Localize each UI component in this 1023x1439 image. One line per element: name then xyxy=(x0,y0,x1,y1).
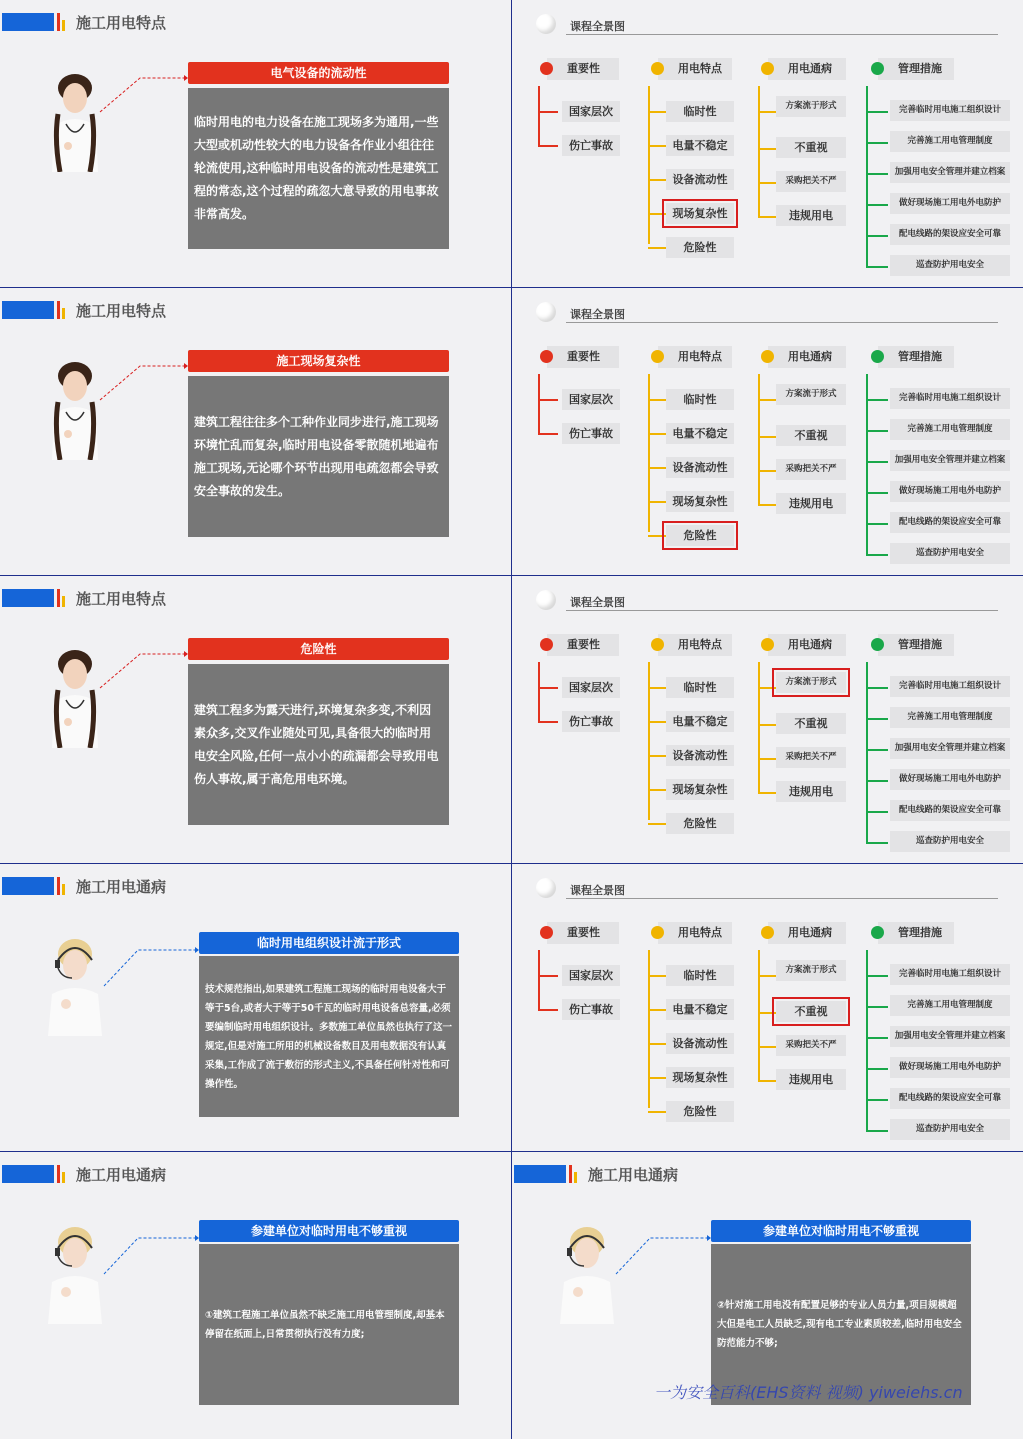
topic-title: 参建单位对临时用电不够重视 xyxy=(711,1220,971,1242)
tree-branch xyxy=(648,145,668,147)
slide-header: 施工用电特点 xyxy=(76,14,167,32)
tree-branch xyxy=(758,216,778,218)
map-item[interactable]: 危险性 xyxy=(666,813,734,834)
slide-tongbing-zhongshi-1[interactable] xyxy=(0,1152,511,1439)
map-item[interactable]: 现场复杂性 xyxy=(666,779,734,800)
map-item[interactable]: 采购把关不严 xyxy=(776,171,846,192)
watermark-text: 一为安全百科(EHS资料 视频) yiweiehs.cn xyxy=(654,1383,963,1402)
heading-measures[interactable]: 管理措施 xyxy=(878,58,954,80)
map-item[interactable]: 完善临时用电施工组织设计 xyxy=(890,676,1010,697)
slide-header: 施工用电通病 xyxy=(76,1166,167,1184)
tree-branch xyxy=(648,501,668,503)
tree-branch xyxy=(866,780,888,782)
tree-trunk xyxy=(538,374,540,434)
map-item[interactable]: 采购把关不严 xyxy=(776,459,846,480)
tree-branch xyxy=(866,975,888,977)
map-item[interactable]: 不重视 xyxy=(776,713,846,734)
tree-branch xyxy=(758,436,778,438)
slide-header: 施工用电通病 xyxy=(588,1166,679,1184)
map-item[interactable]: 临时性 xyxy=(666,101,734,122)
map-item[interactable]: 方案流于形式 xyxy=(776,384,846,405)
tree-branch xyxy=(758,1012,778,1014)
tree-trunk xyxy=(648,86,650,244)
tree-branch xyxy=(648,721,668,723)
heading-features[interactable]: 用电特点 xyxy=(658,922,732,944)
title-underline xyxy=(566,898,998,899)
tree-branch xyxy=(648,823,668,825)
tree-branch xyxy=(648,687,668,689)
tree-branch xyxy=(866,142,888,144)
tree-branch xyxy=(866,842,888,844)
header-accent xyxy=(57,877,60,895)
tree-branch xyxy=(866,687,888,689)
tree-branch xyxy=(538,687,558,689)
map-item[interactable]: 配电线路的架设应安全可靠 xyxy=(890,1088,1010,1109)
map-item[interactable]: 违规用电 xyxy=(776,493,846,514)
tree-branch xyxy=(866,430,888,432)
tree-trunk xyxy=(648,662,650,820)
yellow-dot-icon xyxy=(761,62,774,75)
header-accent xyxy=(62,308,65,319)
map-title: 课程全景图 xyxy=(570,884,625,897)
heading-measures[interactable]: 管理措施 xyxy=(878,634,954,656)
tree-branch xyxy=(758,975,778,977)
call-center-agent-image xyxy=(46,1226,104,1324)
map-item[interactable]: 伤亡事故 xyxy=(562,999,620,1020)
map-item[interactable]: 电量不稳定 xyxy=(666,423,734,444)
tree-branch xyxy=(866,266,888,268)
tree-branch xyxy=(648,247,668,249)
tree-trunk xyxy=(538,662,540,722)
green-dot-icon xyxy=(871,62,884,75)
heading-problems[interactable]: 用电通病 xyxy=(768,634,846,656)
course-map-panel[interactable] xyxy=(512,288,1023,575)
tree-branch xyxy=(538,1009,558,1011)
map-item[interactable]: 违规用电 xyxy=(776,1069,846,1090)
yellow-dot-icon xyxy=(651,926,664,939)
map-item[interactable]: 国家层次 xyxy=(562,101,620,122)
map-item[interactable]: 临时性 xyxy=(666,677,734,698)
map-item[interactable]: 采购把关不严 xyxy=(776,747,846,768)
topic-title: 施工现场复杂性 xyxy=(188,350,449,372)
tree-branch xyxy=(648,179,668,181)
yellow-dot-icon xyxy=(761,926,774,939)
heading-importance[interactable]: 重要性 xyxy=(547,58,619,80)
slide-header: 施工用电通病 xyxy=(76,878,167,896)
heading-measures[interactable]: 管理措施 xyxy=(878,346,954,368)
tree-trunk xyxy=(648,374,650,532)
map-item[interactable]: 违规用电 xyxy=(776,781,846,802)
tree-branch xyxy=(648,399,668,401)
tree-branch xyxy=(866,749,888,751)
tree-branch xyxy=(648,467,668,469)
map-item[interactable]: 完善临时用电施工组织设计 xyxy=(890,100,1010,121)
tree-branch xyxy=(648,1009,668,1011)
tree-branch xyxy=(758,504,778,506)
topic-body: 建筑工程多为露天进行,环境复杂多变,不利因素众多,交叉作业随处可见,具备很大的临时用电安全风险,任何一点小小的疏漏都会导致用电伤人事故,属于高危用电环境。 xyxy=(188,664,449,825)
tree-trunk xyxy=(758,374,760,504)
map-item[interactable]: 不重视 xyxy=(776,425,846,446)
female-doctor-image xyxy=(46,362,104,460)
map-item[interactable]: 巡查防护用电安全 xyxy=(890,831,1010,852)
tree-trunk xyxy=(866,662,868,842)
tree-branch xyxy=(648,755,668,757)
map-item[interactable]: 巡查防护用电安全 xyxy=(890,543,1010,564)
header-accent xyxy=(57,589,60,607)
map-item[interactable]: 加强用电安全管理并建立档案 xyxy=(890,162,1010,183)
map-item[interactable]: 伤亡事故 xyxy=(562,711,620,732)
tree-branch xyxy=(758,182,778,184)
tree-branch xyxy=(866,554,888,556)
tree-branch xyxy=(866,1068,888,1070)
header-accent xyxy=(57,301,60,319)
map-item-highlighted[interactable]: 现场复杂性 xyxy=(666,203,734,224)
course-map-panel[interactable] xyxy=(512,0,1023,287)
red-dot-icon xyxy=(540,638,553,651)
tree-branch xyxy=(758,470,778,472)
map-title: 课程全景图 xyxy=(570,596,625,609)
tree-trunk xyxy=(866,374,868,554)
yellow-dot-icon xyxy=(651,62,664,75)
course-map-panel[interactable] xyxy=(512,864,1023,1151)
call-center-agent-image xyxy=(558,1226,616,1324)
tree-branch xyxy=(866,811,888,813)
map-item[interactable]: 临时性 xyxy=(666,965,734,986)
heading-problems[interactable]: 用电通病 xyxy=(768,346,846,368)
header-bar xyxy=(2,13,54,31)
tree-branch xyxy=(866,1099,888,1101)
tree-trunk xyxy=(538,950,540,1010)
header-accent xyxy=(574,1172,577,1183)
tree-branch xyxy=(866,111,888,113)
header-accent xyxy=(569,1165,572,1183)
map-item[interactable]: 配电线路的架设应安全可靠 xyxy=(890,224,1010,245)
yellow-dot-icon xyxy=(761,350,774,363)
header-bar xyxy=(2,589,54,607)
map-item[interactable]: 巡查防护用电安全 xyxy=(890,255,1010,276)
tree-branch xyxy=(758,687,778,689)
yellow-dot-icon xyxy=(651,350,664,363)
green-dot-icon xyxy=(871,350,884,363)
map-item[interactable]: 国家层次 xyxy=(562,677,620,698)
topic-title: 临时用电组织设计流于形式 xyxy=(199,932,459,954)
tree-branch xyxy=(866,492,888,494)
map-item[interactable]: 完善施工用电管理制度 xyxy=(890,707,1010,728)
tree-branch xyxy=(648,1111,668,1113)
map-item[interactable]: 加强用电安全管理并建立档案 xyxy=(890,738,1010,759)
yellow-dot-icon xyxy=(761,638,774,651)
topic-title: 电气设备的流动性 xyxy=(188,62,449,84)
heading-measures[interactable]: 管理措施 xyxy=(878,922,954,944)
slide-header: 施工用电特点 xyxy=(76,590,167,608)
title-circle-icon xyxy=(536,590,556,610)
slide-tongbing-xingshi[interactable] xyxy=(0,864,511,1151)
header-accent xyxy=(62,596,65,607)
green-dot-icon xyxy=(871,926,884,939)
tree-branch xyxy=(866,523,888,525)
heading-features[interactable]: 用电特点 xyxy=(658,346,732,368)
map-item[interactable]: 完善临时用电施工组织设计 xyxy=(890,388,1010,409)
map-item[interactable]: 伤亡事故 xyxy=(562,423,620,444)
female-doctor-image xyxy=(46,650,104,748)
tree-branch xyxy=(648,111,668,113)
map-title: 课程全景图 xyxy=(570,308,625,321)
tree-branch xyxy=(538,111,558,113)
title-underline xyxy=(566,322,998,323)
map-item[interactable]: 电量不稳定 xyxy=(666,999,734,1020)
heading-importance[interactable]: 重要性 xyxy=(547,922,619,944)
map-item[interactable]: 伤亡事故 xyxy=(562,135,620,156)
map-item[interactable]: 国家层次 xyxy=(562,389,620,410)
tree-trunk xyxy=(866,950,868,1130)
tree-branch xyxy=(648,1043,668,1045)
map-item[interactable]: 方案流于形式 xyxy=(776,96,846,117)
map-item[interactable]: 违规用电 xyxy=(776,205,846,226)
map-item[interactable]: 设备流动性 xyxy=(666,457,734,478)
map-item[interactable]: 方案流于形式 xyxy=(776,960,846,981)
heading-problems[interactable]: 用电通病 xyxy=(768,922,846,944)
title-circle-icon xyxy=(536,14,556,34)
map-item[interactable]: 加强用电安全管理并建立档案 xyxy=(890,1026,1010,1047)
map-item[interactable]: 做好现场施工用电外电防护 xyxy=(890,1057,1010,1078)
topic-body: 技术规范指出,如果建筑工程施工现场的临时用电设备大于等于5台,或者大于等于50千瓦的临时用电设备总容量,必须要编制临时用电组织设计。多数施工单位虽然也执行了这一规定,但是对施工所用的机械设备数目及用电数据没有认真采集,工作成了流于敷衍的形式主义,不具备任何针对性和可操作性。 xyxy=(199,956,459,1117)
map-item[interactable]: 电量不稳定 xyxy=(666,135,734,156)
map-item[interactable]: 电量不稳定 xyxy=(666,711,734,732)
header-bar xyxy=(2,877,54,895)
tree-branch xyxy=(538,721,558,723)
red-dot-icon xyxy=(540,350,553,363)
tree-branch xyxy=(648,535,668,537)
header-accent xyxy=(57,13,60,31)
topic-title: 参建单位对临时用电不够重视 xyxy=(199,1220,459,1242)
tree-branch xyxy=(866,1037,888,1039)
title-circle-icon xyxy=(536,302,556,322)
map-item[interactable]: 危险性 xyxy=(666,1101,734,1122)
tree-trunk xyxy=(758,950,760,1080)
slide-header: 施工用电特点 xyxy=(76,302,167,320)
heading-importance[interactable]: 重要性 xyxy=(547,634,619,656)
map-item[interactable]: 临时性 xyxy=(666,389,734,410)
map-item[interactable]: 巡查防护用电安全 xyxy=(890,1119,1010,1140)
tree-branch xyxy=(758,792,778,794)
tree-branch xyxy=(648,789,668,791)
tree-branch xyxy=(538,975,558,977)
red-dot-icon xyxy=(540,62,553,75)
heading-importance[interactable]: 重要性 xyxy=(547,346,619,368)
tree-branch xyxy=(758,1046,778,1048)
header-bar xyxy=(514,1165,566,1183)
topic-body: 建筑工程往往多个工种作业同步进行,施工现场环境忙乱而复杂,临时用电设备零散随机地遍布施工现场,无论哪个环节出现用电疏忽都会导致安全事故的发生。 xyxy=(188,376,449,537)
tree-branch xyxy=(538,399,558,401)
tree-trunk xyxy=(648,950,650,1108)
tree-branch xyxy=(648,433,668,435)
map-item[interactable]: 完善施工用电管理制度 xyxy=(890,131,1010,152)
header-bar xyxy=(2,1165,54,1183)
heading-features[interactable]: 用电特点 xyxy=(658,58,732,80)
topic-body: ②针对施工用电没有配置足够的专业人员力量,项目规模超大但是电工人员缺乏,现有电工专业素质较差,临时用电安全防范能力不够; xyxy=(711,1244,971,1405)
topic-body: 临时用电的电力设备在施工现场多为通用,一些大型或机动性较大的电力设备各作业小组往往轮流使用,这种临时用电设备的流动性是建筑工程的常态,这个过程的疏忽大意导致的用电事故非常高发。 xyxy=(188,88,449,249)
tree-branch xyxy=(866,1006,888,1008)
topic-body: ①建筑工程施工单位虽然不缺乏施工用电管理制度,却基本停留在纸面上,日常贯彻执行没有力度; xyxy=(199,1244,459,1405)
map-item-highlighted[interactable]: 危险性 xyxy=(666,525,734,546)
map-item[interactable]: 危险性 xyxy=(666,237,734,258)
heading-features[interactable]: 用电特点 xyxy=(658,634,732,656)
map-item[interactable]: 配电线路的架设应安全可靠 xyxy=(890,800,1010,821)
tree-trunk xyxy=(866,86,868,266)
female-doctor-image xyxy=(46,74,104,172)
heading-problems[interactable]: 用电通病 xyxy=(768,58,846,80)
tree-trunk xyxy=(758,662,760,792)
header-accent xyxy=(62,20,65,31)
slide-tezhe-fuza[interactable] xyxy=(0,288,511,575)
tree-branch xyxy=(866,173,888,175)
tree-branch xyxy=(648,975,668,977)
tree-branch xyxy=(866,461,888,463)
map-item[interactable]: 设备流动性 xyxy=(666,745,734,766)
tree-trunk xyxy=(758,86,760,216)
tree-branch xyxy=(758,399,778,401)
yellow-dot-icon xyxy=(651,638,664,651)
title-underline xyxy=(566,610,998,611)
map-item[interactable]: 不重视 xyxy=(776,137,846,158)
map-item-highlighted[interactable]: 方案流于形式 xyxy=(776,672,846,693)
map-title: 课程全景图 xyxy=(570,20,625,33)
tree-branch xyxy=(648,1077,668,1079)
map-item[interactable]: 设备流动性 xyxy=(666,169,734,190)
tree-branch xyxy=(758,148,778,150)
tree-branch xyxy=(758,724,778,726)
slide-tezhe-liudong[interactable] xyxy=(0,0,511,287)
tree-branch xyxy=(866,399,888,401)
tree-branch xyxy=(758,758,778,760)
map-item[interactable]: 做好现场施工用电外电防护 xyxy=(890,481,1010,502)
slide-tongbing-zhongshi-2[interactable] xyxy=(512,1152,1023,1439)
map-item[interactable]: 完善施工用电管理制度 xyxy=(890,419,1010,440)
tree-branch xyxy=(758,1080,778,1082)
title-underline xyxy=(566,34,998,35)
map-item[interactable]: 加强用电安全管理并建立档案 xyxy=(890,450,1010,471)
map-item[interactable]: 做好现场施工用电外电防护 xyxy=(890,769,1010,790)
tree-branch xyxy=(866,1130,888,1132)
map-item[interactable]: 现场复杂性 xyxy=(666,1067,734,1088)
map-item[interactable]: 完善施工用电管理制度 xyxy=(890,995,1010,1016)
map-item[interactable]: 做好现场施工用电外电防护 xyxy=(890,193,1010,214)
tree-branch xyxy=(538,145,558,147)
red-dot-icon xyxy=(540,926,553,939)
header-bar xyxy=(2,301,54,319)
topic-title: 危险性 xyxy=(188,638,449,660)
course-map-panel[interactable] xyxy=(512,576,1023,863)
map-item[interactable]: 现场复杂性 xyxy=(666,491,734,512)
green-dot-icon xyxy=(871,638,884,651)
tree-branch xyxy=(866,718,888,720)
tree-trunk xyxy=(538,86,540,146)
slide-tezhe-weixian[interactable] xyxy=(0,576,511,863)
map-item-highlighted[interactable]: 不重视 xyxy=(776,1001,846,1022)
map-item[interactable]: 国家层次 xyxy=(562,965,620,986)
tree-branch xyxy=(648,213,668,215)
header-accent xyxy=(62,884,65,895)
map-item[interactable]: 配电线路的架设应安全可靠 xyxy=(890,512,1010,533)
map-item[interactable]: 完善临时用电施工组织设计 xyxy=(890,964,1010,985)
call-center-agent-image xyxy=(46,938,104,1036)
tree-branch xyxy=(866,204,888,206)
tree-branch xyxy=(758,111,778,113)
map-item[interactable]: 设备流动性 xyxy=(666,1033,734,1054)
tree-branch xyxy=(538,433,558,435)
map-item[interactable]: 采购把关不严 xyxy=(776,1035,846,1056)
tree-branch xyxy=(866,235,888,237)
header-accent xyxy=(57,1165,60,1183)
title-circle-icon xyxy=(536,878,556,898)
header-accent xyxy=(62,1172,65,1183)
